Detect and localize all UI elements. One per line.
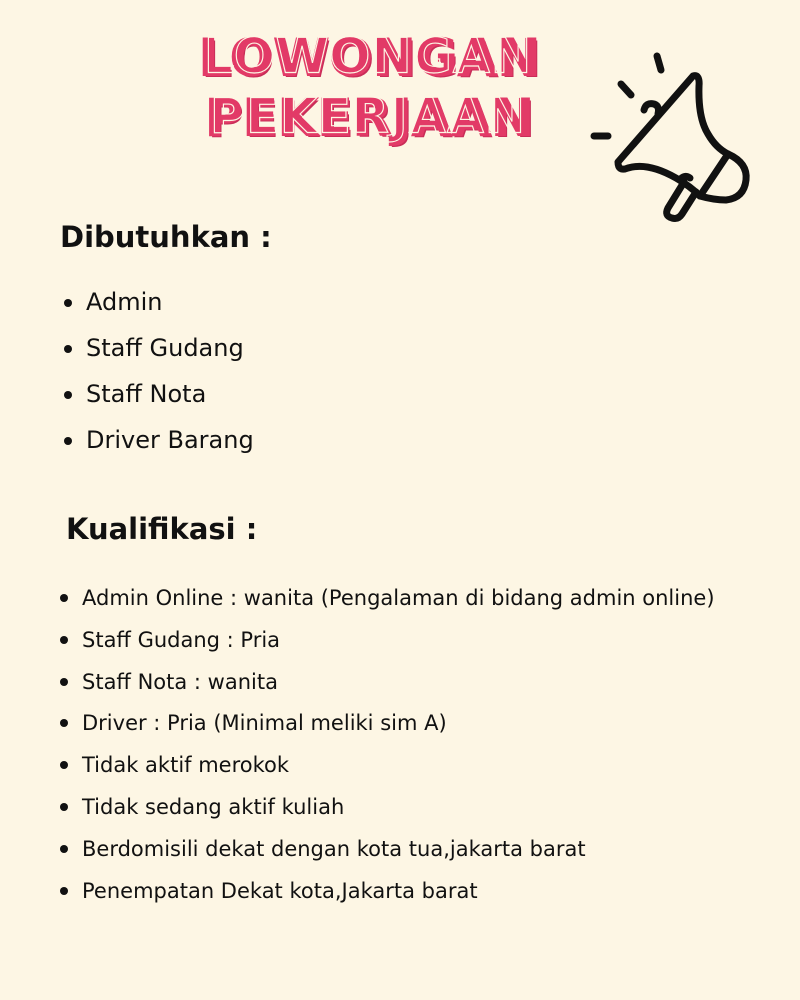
title-line-1: LOWONGAN LOWONGAN xyxy=(190,28,550,88)
list-item: Staff Gudang : Pria xyxy=(56,622,715,664)
needed-list xyxy=(60,284,254,468)
list-item: Berdomisili dekat dengan kota tua,jakarta barat xyxy=(56,831,715,873)
list-item: Staff Gudang xyxy=(60,330,254,376)
list-item: Admin Online : wanita (Pengalaman di bidang admin online) xyxy=(56,580,715,622)
poster-title xyxy=(190,28,550,148)
needed-heading: Dibutuhkan : xyxy=(60,220,272,254)
list-item: Tidak sedang aktif kuliah xyxy=(56,789,715,831)
qualifications-list xyxy=(56,580,715,914)
list-item: Tidak aktif merokok xyxy=(56,747,715,789)
list-item: Staff Nota xyxy=(60,376,254,422)
title-line-2: PEKERJAAN PEKERJAAN xyxy=(190,88,550,148)
qualifications-heading: Kualifikasi : xyxy=(66,512,258,546)
list-item: Staff Nota : wanita xyxy=(56,664,715,706)
list-item: Admin xyxy=(60,284,254,330)
list-item: Driver : Pria (Minimal meliki sim A) xyxy=(56,705,715,747)
list-item: Driver Barang xyxy=(60,422,254,468)
megaphone-icon xyxy=(588,48,758,228)
list-item: Penempatan Dekat kota,Jakarta barat xyxy=(56,873,715,915)
